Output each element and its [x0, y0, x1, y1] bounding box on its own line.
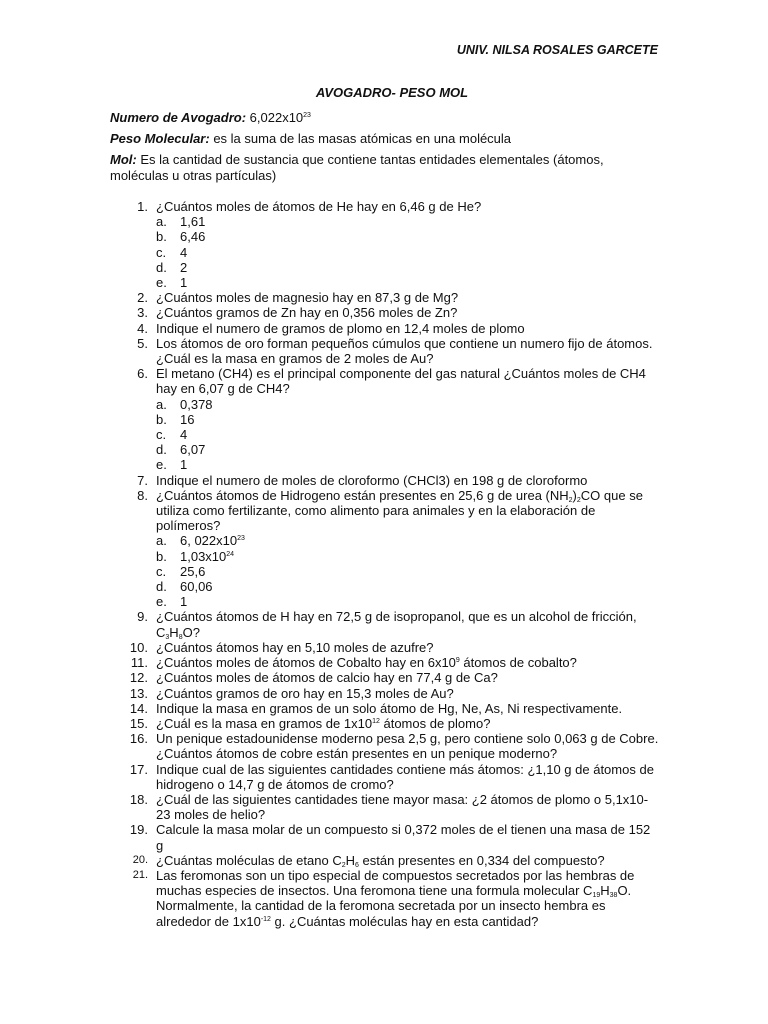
question-2 [110, 290, 660, 305]
def-avogadro-exp: 23 [303, 112, 311, 119]
option-text: 1,03x10 [180, 548, 227, 564]
question-6 [110, 366, 660, 472]
question-number: 21. [132, 868, 148, 881]
option-text: 6,07 [180, 442, 206, 458]
question-number: 2. [137, 290, 148, 306]
question-7 [110, 473, 660, 488]
option-text: 0,378 [180, 396, 213, 412]
page-title: AVOGADRO- PESO MOL [315, 85, 469, 100]
question-15 [110, 716, 660, 731]
option-letter: b. [156, 411, 167, 427]
question-text: ¿Cuántos átomos hay en 5,10 moles de azufre? [156, 639, 434, 655]
question-1 [110, 199, 660, 290]
option-text: 1 [180, 594, 188, 610]
question-number: 7. [137, 472, 148, 488]
option-text: 2 [180, 259, 188, 275]
question-number: 6. [137, 366, 148, 382]
question-text: ¿Cuál es la masa en gramos de $1x10^{12}$ átomos de plomo? [156, 715, 491, 731]
question-number: 11. [130, 655, 148, 671]
def-mol [110, 152, 660, 182]
question-number: 8. [137, 487, 148, 503]
options-list [156, 214, 660, 290]
option-text: 1 [180, 275, 188, 291]
def-avogadro-value: 6,022x10 [249, 110, 304, 125]
question-13 [110, 686, 660, 701]
option-letter: b. [156, 229, 167, 245]
option-text: 1 [180, 457, 188, 473]
options-list [156, 533, 660, 609]
option-text: 16 [180, 411, 195, 427]
question-text: El metano (CH4) es el principal componente del gas natural ¿Cuántos moles de CH4 hay en 6,07 g de CH4? [156, 366, 646, 397]
option-item [156, 412, 660, 427]
question-9 [110, 609, 660, 639]
question-text: Indique el numero de gramos de plomo en 12,4 moles de plomo [156, 320, 525, 336]
question-number: 17. [129, 761, 148, 777]
question-21 [110, 868, 660, 929]
question-text: ¿Cuántas moléculas de etano $C_2H_6$ están presentes en 0,334 del compuesto? [156, 852, 605, 869]
option-item [156, 427, 660, 442]
question-text: Calcule la masa molar de un compuesto si 0,372 moles de el tienen una masa de 152 g [156, 822, 651, 853]
question-text: Indique la masa en gramos de un solo átomo de Hg, Ne, As, Ni respectivamente. [156, 700, 623, 716]
option-text: 1,61 [180, 214, 206, 230]
question-16 [110, 731, 660, 761]
question-19 [110, 822, 660, 852]
question-number: 16. [129, 731, 148, 747]
question-5 [110, 336, 660, 366]
option-item [156, 564, 660, 579]
option-letter: b. [156, 548, 167, 564]
question-number: 5. [137, 335, 148, 351]
def-peso-label: Peso Molecular: [110, 131, 210, 147]
question-number: 9. [137, 609, 148, 625]
option-letter: c. [156, 563, 167, 579]
question-number: 20. [132, 853, 148, 866]
def-peso [110, 131, 660, 146]
question-list [110, 199, 660, 929]
option-item [156, 457, 660, 472]
option-letter: d. [156, 442, 167, 458]
question-number: 15. [129, 715, 148, 731]
question-number: 1. [137, 199, 148, 214]
question-20 [110, 853, 660, 868]
option-letter: c. [156, 427, 167, 443]
question-number: 13. [129, 685, 148, 701]
option-text: 6, 022x10 [180, 533, 238, 549]
question-text: ¿Cuántos moles de átomos de He hay en 6,46 g de He? [156, 199, 482, 214]
question-10 [110, 640, 660, 655]
question-text: Los átomos de oro forman pequeños cúmulos que contiene un numero fijo de átomos. ¿Cuál es la masa en gramos de 2 moles de Au? [156, 335, 653, 367]
option-item [156, 442, 660, 457]
question-text: ¿Cuántos átomos de H hay en 72,5 g de isopropanol, que es un alcohol de fricción, $C_3H_8O$? [156, 609, 637, 641]
option-text: 25,6 [180, 563, 206, 579]
question-text: ¿Cuántos moles de átomos de Cobalto hay en $6x10^9$ átomos de cobalto? [156, 655, 577, 671]
question-text: Un penique estadounidense moderno pesa 2,5 g, pero contiene solo 0,063 g de Cobre. ¿Cuántos átomos de cobre están presentes en un penique moderno? [156, 731, 659, 762]
option-item [156, 260, 660, 275]
author-header: UNIV. NILSA ROSALES GARCETE [456, 43, 658, 57]
option-text: 60,06 [180, 579, 213, 595]
question-8 [110, 488, 660, 610]
question-3 [110, 305, 660, 320]
option-item [156, 549, 660, 564]
question-number: 19. [129, 822, 148, 838]
question-text: Indique el numero de moles de cloroformo (CHCl3) en 198 g de cloroformo [156, 472, 588, 488]
def-mol-label: Mol: [110, 152, 137, 168]
def-avogadro-label: Numero de Avogadro: [110, 110, 247, 125]
question-number: 14. [129, 700, 148, 716]
question-number: 12. [129, 670, 148, 686]
question-text: ¿Cuántos gramos de oro hay en 15,3 moles de Au? [156, 685, 454, 701]
question-text: ¿Cuántos gramos de Zn hay en 0,356 moles de Zn? [156, 305, 458, 321]
options-list [156, 397, 660, 473]
option-item [156, 229, 660, 244]
option-letter: c. [156, 244, 167, 260]
question-17 [110, 762, 660, 792]
question-number: 3. [137, 305, 148, 321]
option-letter: a. [156, 396, 167, 412]
option-item [156, 579, 660, 594]
question-4 [110, 321, 660, 336]
option-exp: 23 [237, 535, 245, 543]
question-text: ¿Cuántos moles de magnesio hay en 87,3 g de Mg? [156, 290, 459, 306]
question-18 [110, 792, 660, 822]
question-text: ¿Cuál de las siguientes cantidades tiene mayor masa: ¿2 átomos de plomo o 5,1x10-23 moles de helio? [156, 791, 649, 823]
option-letter: a. [156, 533, 167, 549]
option-letter: d. [156, 259, 167, 275]
question-text: Las feromonas son un tipo especial de compuestos secretados por las hembras de muchas especies de insectos. Una feromona tiene una formula molecular $C_{19}H_{38}O$. Normalmente, la cantidad de la feromona secretada por un insecto hembra es alrededor de $1x10^{-12}$ g. ¿Cuántas moléculas hay en esta cantidad? [156, 867, 635, 929]
question-number: 18. [129, 791, 148, 807]
option-letter: e. [156, 275, 167, 291]
definitions [110, 110, 660, 189]
def-peso-text: es la suma de las masas atómicas en una molécula [213, 131, 512, 147]
question-14 [110, 701, 660, 716]
option-text: 4 [180, 427, 188, 443]
def-mol-text: Es la cantidad de sustancia que contiene tantas entidades elementales (átomos, moléculas u otras partículas) [110, 152, 604, 183]
option-text: 6,46 [180, 229, 206, 245]
option-item [156, 533, 660, 548]
option-letter: e. [156, 594, 167, 610]
def-avogadro [110, 110, 660, 125]
question-12 [110, 670, 660, 685]
option-exp: 24 [226, 550, 235, 558]
question-11 [110, 655, 660, 670]
question-number: 10. [129, 639, 148, 655]
question-text: Indique cual de las siguientes cantidades contiene más átomos: ¿1,10 g de átomos de hidrogeno o 14,7 g de átomos de cromo? [156, 761, 654, 792]
option-letter: a. [156, 214, 167, 230]
option-item [156, 594, 660, 609]
option-item [156, 275, 660, 290]
option-letter: e. [156, 457, 167, 473]
question-text: ¿Cuántos átomos de Hidrogeno están presentes en 25,6 g de urea $(NH_2)_2CO$ que se utiliza como fertilizante, como alimento para animales y en la elaboración de polímeros? [156, 487, 643, 534]
option-item [156, 214, 660, 229]
option-item [156, 245, 660, 260]
question-number: 4. [137, 320, 148, 336]
option-text: 4 [180, 244, 188, 260]
option-item [156, 397, 660, 412]
option-letter: d. [156, 579, 167, 595]
question-text: ¿Cuántos moles de átomos de calcio hay en 77,4 g de Ca? [156, 670, 498, 686]
